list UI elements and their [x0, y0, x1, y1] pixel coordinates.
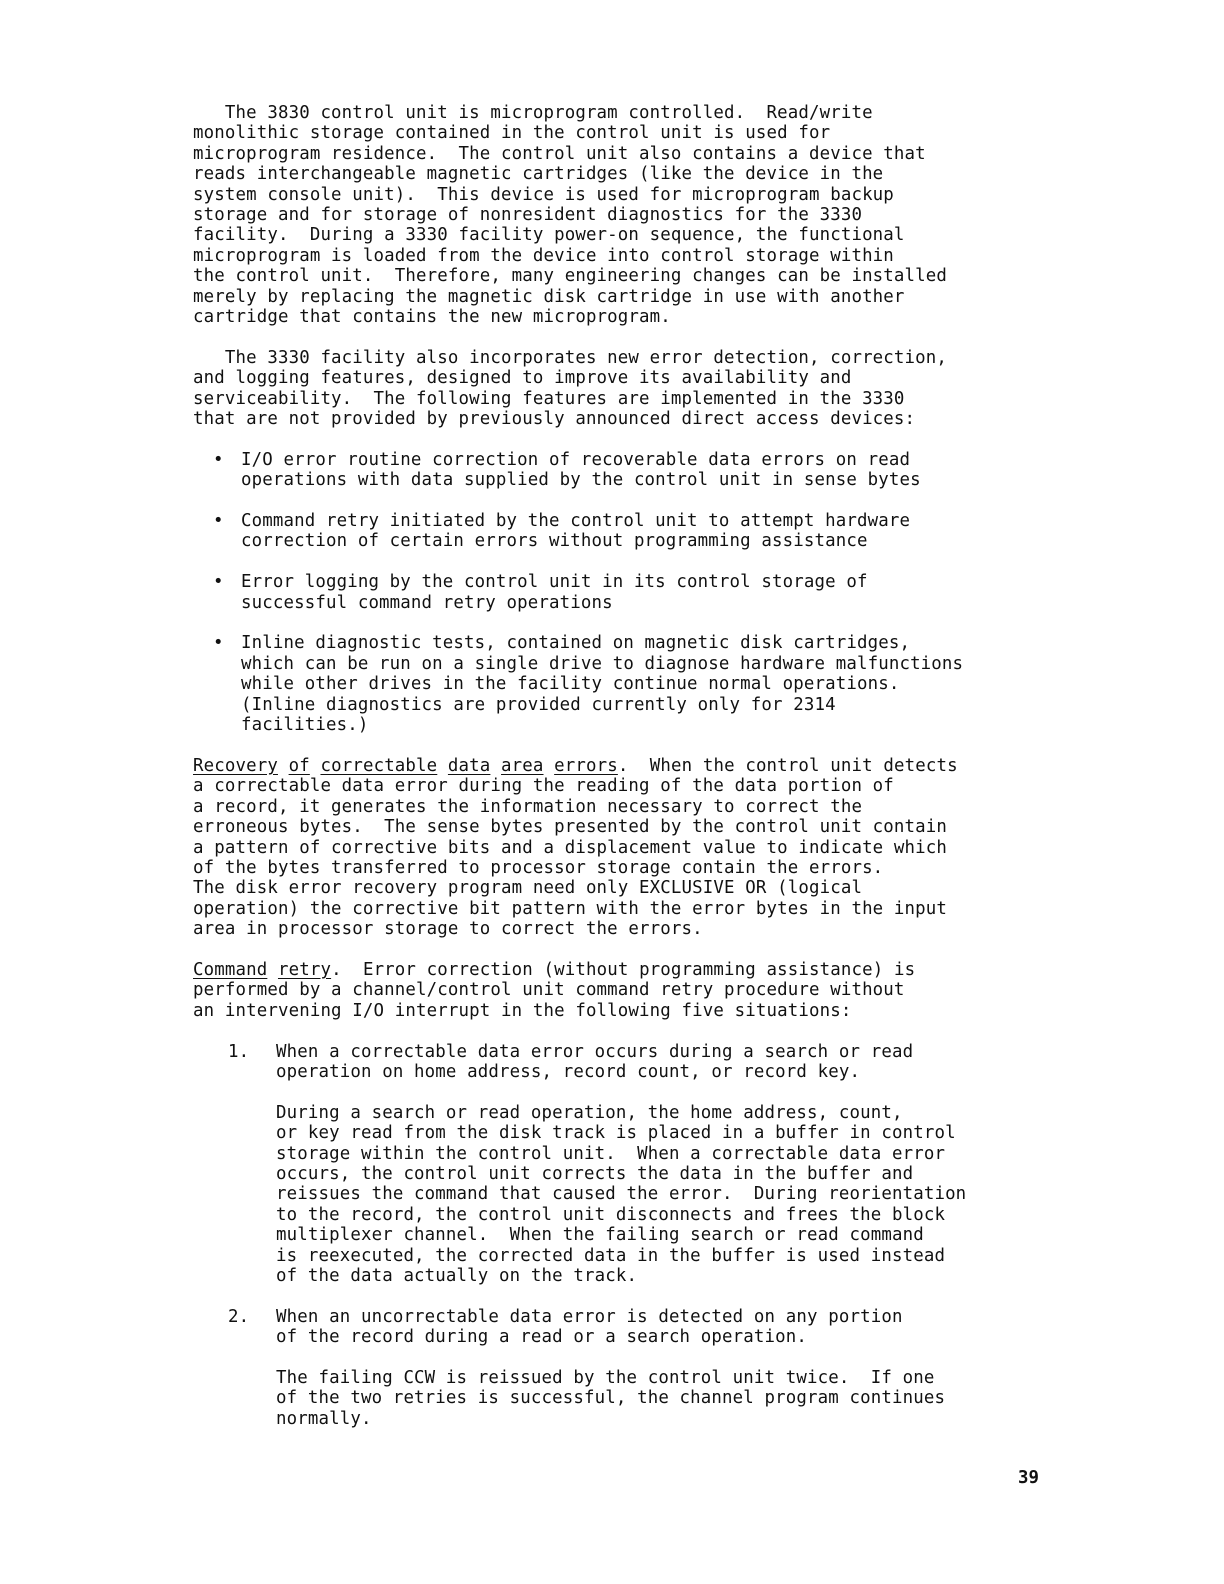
text-line: a pattern of corrective bits and a displacement value to indicate which [193, 837, 948, 858]
text-line: Command retry initiated by the control unit to attempt hardware [241, 511, 911, 532]
text-line: is reexecuted, the corrected data in the buffer is used instead [276, 1245, 946, 1266]
text-line: The failing CCW is reissued by the control unit twice. If one [276, 1368, 935, 1389]
text-line: Error logging by the control unit in its control storage of [241, 572, 868, 593]
text-column [193, 103, 1073, 1429]
text-line: I/O error routine correction of recoverable data errors on read [241, 449, 911, 470]
text-line: microprogram residence. The control unit also contains a device that [193, 143, 926, 164]
section-recovery [193, 756, 1073, 940]
text-line: reissues the command that caused the error. During reorientation [276, 1184, 967, 1205]
text-line: performed by a channel/control unit command retry procedure without [193, 980, 905, 1001]
text-line: storage within the control unit. When a correctable data error [276, 1143, 946, 1164]
text-line: of the bytes transferred to processor storage contain the errors. [193, 857, 884, 878]
retry-situation-list [193, 1042, 1073, 1430]
heading-period: . [331, 959, 342, 980]
text-line: area in processor storage to correct the errors. [193, 919, 703, 940]
text-line: or key read from the disk track is placed in a buffer in control [276, 1123, 956, 1144]
text-line: facilities.) [241, 715, 369, 736]
text-line: storage and for storage of nonresident diagnostics for the 3330 [193, 205, 863, 226]
heading-word: errors [554, 755, 618, 776]
text-span: Error correction (without programming assistance) is [341, 959, 916, 980]
section-heading-line [193, 756, 1073, 776]
text-line: system console unit). This device is used for microprogram backup [193, 184, 894, 205]
text-line: cartridge that contains the new microprogram. [193, 307, 671, 328]
section-command-retry [193, 960, 1073, 1021]
text-line: The 3830 control unit is microprogram controlled. Read/write [193, 103, 873, 123]
heading-word: Recovery [193, 755, 278, 776]
paragraph-error-features [193, 348, 1073, 430]
text-line: successful command retry operations [241, 592, 613, 613]
text-line: erroneous bytes. The sense bytes presented by the control unit contain [193, 817, 948, 838]
text-line: The disk error recovery program need only EXCLUSIVE OR (logical [193, 878, 863, 899]
heading-word: retry [277, 959, 332, 980]
text-line: facility. During a 3330 facility power-on sequence, the functional [193, 225, 905, 246]
heading-word: data [447, 755, 491, 776]
paragraph-microprogram [193, 103, 1073, 327]
bullet-item [213, 633, 1073, 736]
text-line: of the two retries is successful, the channel program continues [276, 1388, 946, 1409]
text-line: Inline diagnostic tests, contained on magnetic disk cartridges, [241, 633, 911, 654]
text-line: multiplexer channel. When the failing search or read command [276, 1225, 924, 1246]
item-number: 2. [228, 1306, 250, 1327]
heading-word: area [501, 755, 544, 776]
text-line: During a search or read operation, the home address, count, [276, 1102, 903, 1123]
text-span: When the control unit detects [628, 755, 958, 776]
heading-word: of [288, 755, 310, 776]
text-line: monolithic storage contained in the control unit is used for [193, 123, 831, 144]
bullet-item [213, 511, 1073, 552]
section-heading-line [193, 960, 1073, 980]
text-line: normally. [276, 1408, 372, 1429]
text-line: a record, it generates the information necessary to correct the [193, 796, 863, 817]
heading-period: . [617, 755, 629, 776]
text-line: an intervening I/O interrupt in the following five situations: [193, 1000, 852, 1021]
text-line: which can be run on a single drive to diagnose hardware malfunctions [241, 653, 964, 674]
numbered-item [228, 1041, 1073, 1287]
text-line: that are not provided by previously announced direct access devices: [193, 409, 916, 430]
text-line: The 3330 facility also incorporates new error detection, correction, [193, 347, 948, 368]
text-line: of the record during a read or a search operation. [276, 1327, 808, 1348]
text-line: correction of certain errors without programming assistance [241, 531, 868, 552]
bullet-glyph: • [213, 449, 224, 470]
item-number: 1. [228, 1041, 250, 1062]
text-line: to the record, the control unit disconnects and frees the block [276, 1204, 946, 1225]
text-line: occurs, the control unit corrects the data in the buffer and [276, 1163, 914, 1184]
text-line: serviceability. The following features are implemented in the 3330 [193, 388, 905, 409]
bullet-glyph: • [213, 572, 224, 593]
text-line: reads interchangeable magnetic cartridges (like the device in the [193, 164, 884, 185]
text-line: When an uncorrectable data error is detected on any portion [276, 1306, 903, 1327]
text-line: When a correctable data error occurs during a search or read [276, 1041, 914, 1062]
text-line: of the data actually on the track. [276, 1266, 638, 1287]
heading-word: Command [193, 959, 268, 980]
text-line: operations with data supplied by the control unit in sense bytes [241, 470, 921, 491]
page-number: 39 [1018, 1468, 1039, 1488]
numbered-item [228, 1306, 1073, 1429]
text-line: operation on home address, record count, or record key. [276, 1061, 861, 1082]
text-line: operation) the corrective bit pattern with the error bytes in the input [193, 898, 948, 919]
bullet-item [213, 572, 1073, 613]
text-line: while other drives in the facility continue normal operations. [241, 674, 900, 695]
bullet-glyph: • [213, 511, 224, 532]
text-line: and logging features, designed to improve its availability and [193, 368, 852, 389]
text-line: a correctable data error during the reading of the data portion of [193, 776, 894, 797]
feature-bullet-list [193, 450, 1073, 736]
bullet-item [213, 449, 1073, 491]
text-line: microprogram is loaded from the device into control storage within [193, 245, 894, 266]
text-line: (Inline diagnostics are provided currently only for 2314 [241, 694, 836, 715]
bullet-glyph: • [213, 633, 224, 654]
heading-word: correctable [320, 755, 438, 776]
text-line: merely by replacing the magnetic disk cartridge in use with another [193, 286, 905, 307]
text-line: the control unit. Therefore, many engineering changes can be installed [193, 266, 948, 287]
